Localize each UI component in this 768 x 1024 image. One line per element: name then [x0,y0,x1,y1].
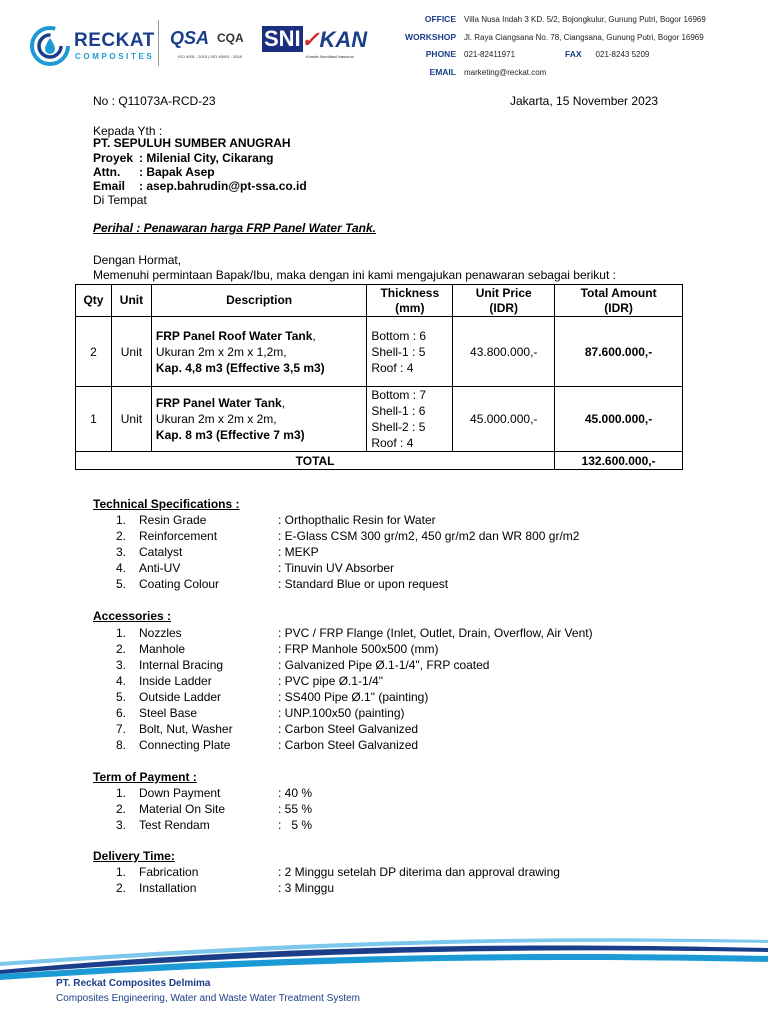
header-thickness: Thickness (mm) [367,285,453,317]
list-item-number: 4. [115,561,126,575]
header-unit: Unit [111,285,151,317]
footer-tagline: Composites Engineering, Water and Waste Water Treatment System [56,993,361,1004]
email-line [398,64,706,82]
row-unit-price: 45.000.000,- [453,387,555,452]
list-item-number: 2. [115,529,126,543]
list-item-value: : SS400 Pipe Ø.1" (painting) [278,690,429,704]
list-item-label: Material On Site [139,802,226,816]
list-item-value: : PVC pipe Ø.1-1/4" [278,674,383,688]
row-thickness: Bottom : 6 Shell-1 : 5 Roof : 4 [367,317,453,387]
recipient-company: PT. SEPULUH SUMBER ANUGRAH [93,136,291,150]
list-item-number: 2. [115,802,126,816]
list-item-label: Fabrication [139,865,199,879]
payment-title: Term of Payment : [93,770,197,784]
footer-company: PT. Reckat Composites Delmima [56,978,211,989]
fax-value: 021-8243 5209 [595,50,650,59]
list-item-number: 8. [115,738,126,752]
workshop-label: WORKSHOP [405,31,456,42]
email-recipient-label: Email [93,179,126,193]
specs-title: Technical Specifications : [93,497,240,511]
proyek-label: Proyek [93,151,134,165]
email-recipient-value: : asep.bahrudin@pt-ssa.co.id [139,179,307,193]
total-label: TOTAL [76,452,555,470]
list-item-number: 1. [115,513,126,527]
letter-number: No : Q11073A-RCD-23 [93,94,216,108]
list-item-value: : 5 % [278,818,313,832]
reckat-logo-icon [30,26,70,66]
header-description: Description [151,285,366,317]
list-item-number: 5. [115,577,126,591]
list-item-label: Catalyst [139,545,183,559]
list-item-label: Connecting Plate [139,738,231,752]
intro-text: Memenuhi permintaan Bapak/Ibu, maka dengan ini kami mengajukan penawaran sebagai berikut : [93,268,616,282]
qsa-cert-caption: ISO 9001 : 2015 | ISO 45001 : 2018 [178,54,242,59]
list-item-value: : 55 % [278,802,313,816]
list-item-value: : Carbon Steel Galvanized [278,738,419,752]
accessories-title: Accessories : [93,609,172,623]
list-item-value: : 3 Minggu [278,881,335,895]
perihal-line: Perihal : Penawaran harga FRP Panel Water Tank. [93,221,376,235]
list-item-value: : MEKP [278,545,319,559]
list-item-value: : Carbon Steel Galvanized [278,722,419,736]
list-item-label: Outside Ladder [139,690,222,704]
list-item-label: Internal Bracing [139,658,224,672]
list-item-label: Manhole [139,642,186,656]
brand-subtitle: COMPOSITES [75,52,155,61]
list-item-value: : Tinuvin UV Absorber [278,561,395,575]
workshop-line [398,29,706,47]
list-item-number: 3. [115,658,126,672]
row-unit: Unit [111,317,151,387]
list-item-number: 1. [115,786,126,800]
list-item-label: Coating Colour [139,577,220,591]
workshop-value: Jl. Raya Ciangsana No. 78, Ciangsana, Gunung Putri, Bogor 16969 [464,32,704,42]
row-qty: 2 [76,317,112,387]
attn-label: Attn. [93,165,121,179]
list-item-label: Inside Ladder [139,674,212,688]
list-item-value: : UNP.100x50 (painting) [278,706,405,720]
table-row [76,317,683,387]
list-item-value: : Orthopthalic Resin for Water [278,513,436,527]
phone-line [398,46,706,64]
kan-cert-logo: ✓KAN [301,27,368,52]
fax-label: FAX [565,49,582,59]
header-divider [158,20,159,66]
row-thickness: Bottom : 7 Shell-1 : 6 Shell-2 : 5 Roof : 4 [367,387,453,452]
list-item-value: : 40 % [278,786,313,800]
office-value: Villa Nusa Indah 3 KD. 5/2, Bojongkulur, Gunung Putri, Bogor 16969 [464,15,706,24]
email-value: marketing@reckat.com [464,67,547,77]
email-label: EMAIL [429,66,456,77]
list-item-value: : FRP Manhole 500x500 (mm) [278,642,439,656]
list-item-value: : 2 Minggu setelah DP diterima dan approval drawing [278,865,560,879]
table-row [76,387,683,452]
row-total: 87.600.000,- [555,317,683,387]
letter-date: Jakarta, 15 November 2023 [510,94,659,108]
list-item-value: : PVC / FRP Flange (Inlet, Outlet, Drain, Overflow, Air Vent) [278,626,593,640]
row-description: FRP Panel Water Tank, Ukuran 2m x 2m x 2m, Kap. 8 m3 (Effective 7 m3) [151,387,366,452]
row-qty: 1 [76,387,112,452]
footer-wave-decoration [0,922,768,982]
greeting: Dengan Hormat, [93,253,182,267]
row-unit: Unit [111,387,151,452]
row-unit-price: 43.800.000,- [453,317,555,387]
office-line [398,11,706,29]
list-item-value: : E-Glass CSM 300 gr/m2, 450 gr/m2 dan WR 800 gr/m2 [278,529,580,543]
row-total: 45.000.000,- [555,387,683,452]
di-tempat: Di Tempat [93,193,147,207]
kan-cert-caption: Komite Akreditasi Nasional [306,54,354,59]
header-qty: Qty [76,285,112,317]
proyek-value: : Milenial City, Cikarang [139,151,274,165]
list-item-value: : Standard Blue or upon request [278,577,449,591]
attn-value: : Bapak Asep [139,165,215,179]
list-item-number: 6. [115,706,126,720]
list-item-number: 2. [115,881,126,895]
cqa-cert-logo: CQA [217,31,244,45]
delivery-title: Delivery Time: [93,849,175,863]
list-item-label: Bolt, Nut, Washer [139,722,233,736]
contact-block [398,11,706,81]
sni-cert-logo: SNI [264,26,301,51]
list-item-label: Resin Grade [139,513,207,527]
header-unit-price: Unit Price (IDR) [453,285,555,317]
list-item-number: 3. [115,545,126,559]
phone-value: 021-82411971 [464,50,516,59]
brand-name: RECKAT [74,30,155,51]
row-description: FRP Panel Roof Water Tank, Ukuran 2m x 2m x 1,2m, Kap. 4,8 m3 (Effective 3,5 m3) [151,317,366,387]
kepada-label: Kepada Yth : [93,124,163,138]
list-item-label: Down Payment [139,786,221,800]
list-item-number: 5. [115,690,126,704]
list-item-number: 7. [115,722,126,736]
list-item-number: 2. [115,642,126,656]
list-item-label: Test Rendam [139,818,210,832]
list-item-label: Reinforcement [139,529,218,543]
list-item-value: : Galvanized Pipe Ø.1-1/4", FRP coated [278,658,490,672]
header-total-amount: Total Amount (IDR) [555,285,683,317]
list-item-label: Nozzles [139,626,182,640]
list-item-label: Steel Base [139,706,198,720]
list-item-number: 1. [115,865,126,879]
list-item-label: Anti-UV [139,561,181,575]
total-value: 132.600.000,- [555,452,683,470]
list-item-number: 4. [115,674,126,688]
list-item-number: 1. [115,626,126,640]
list-item-number: 3. [115,818,126,832]
table-header-row [76,285,683,317]
qsa-cert-logo: QSA [170,28,210,48]
phone-label: PHONE [425,49,456,59]
table-total-row [76,452,683,470]
quote-table [75,284,683,470]
list-item-label: Installation [139,881,197,895]
office-label: OFFICE [424,14,456,24]
